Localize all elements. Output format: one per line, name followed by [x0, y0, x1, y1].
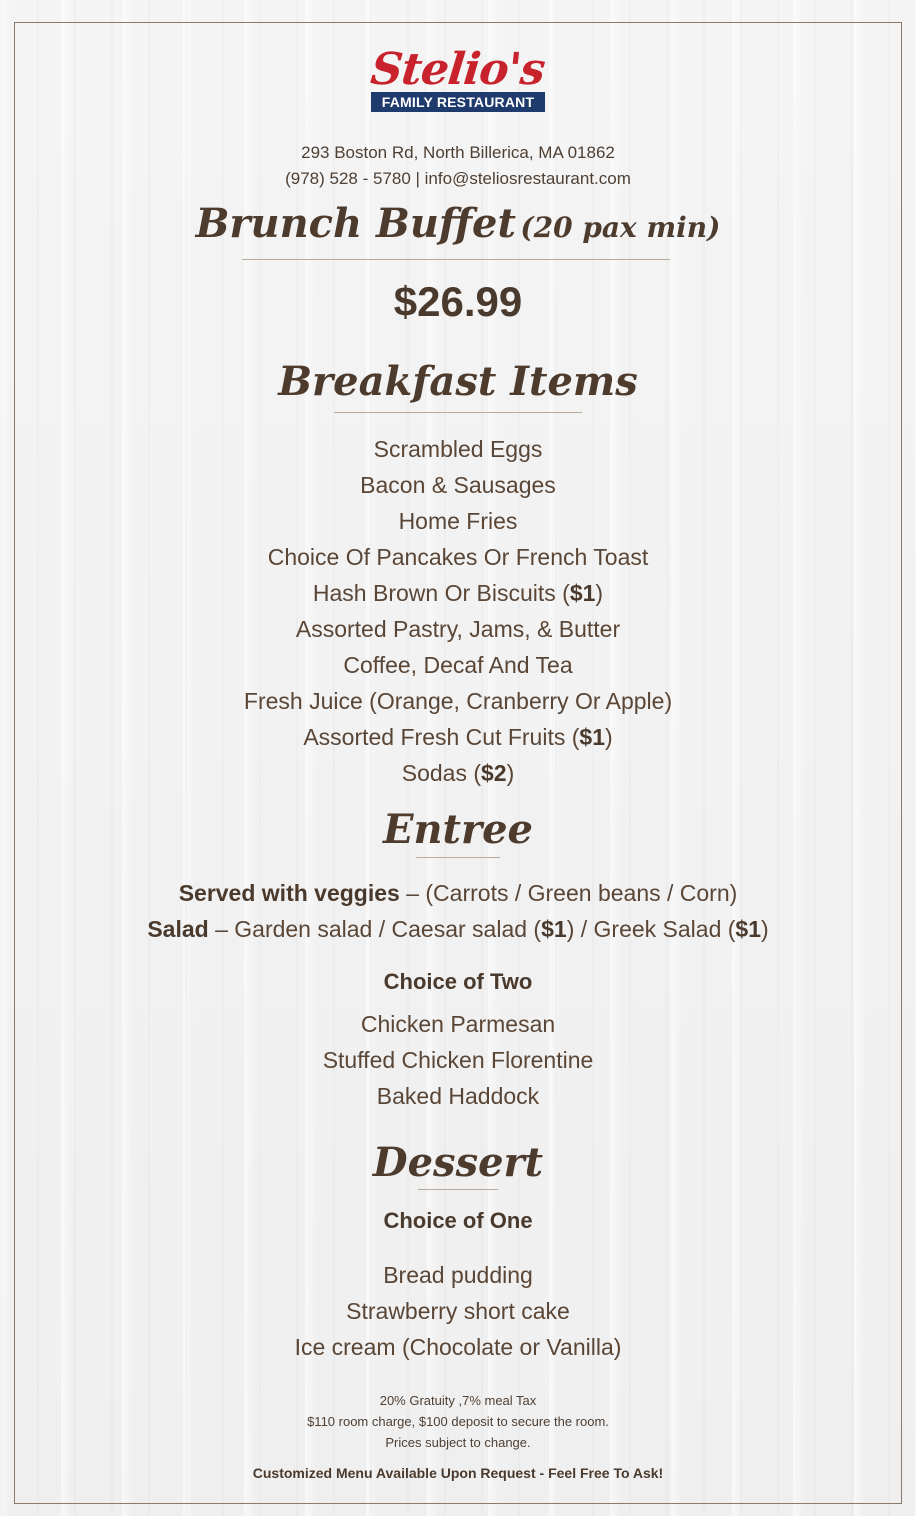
item-price: $1: [569, 580, 596, 606]
item-text: Sodas (: [401, 760, 481, 786]
footer-room-charge: $110 room charge, $100 deposit to secure the room.: [307, 1414, 609, 1429]
menu-title-script: Brunch Buffet: [195, 200, 516, 247]
logo-script-text: Stelio's: [368, 44, 548, 95]
salad-text-b: ) / Greek Salad (: [566, 916, 736, 942]
salad-price-b: $1: [735, 916, 762, 942]
restaurant-address: 293 Boston Rd, North Billerica, MA 01862: [301, 143, 615, 162]
list-item: Bread pudding: [383, 1262, 533, 1288]
paren-close: ): [761, 916, 769, 942]
dessert-divider: [418, 1189, 498, 1190]
list-item: Chicken Parmesan: [360, 1011, 556, 1037]
list-item: [0, 719, 916, 755]
footer-custom-menu: Customized Menu Available Upon Request - Feel Free To Ask!: [252, 1465, 664, 1481]
list-item: Stuffed Chicken Florentine: [322, 1047, 594, 1073]
entree-divider: [416, 857, 500, 858]
salad-price-a: $1: [541, 916, 567, 942]
list-item: Baked Haddock: [376, 1083, 540, 1109]
salad-label: Salad: [147, 916, 209, 942]
item-text: Hash Brown Or Biscuits (: [312, 580, 570, 606]
paren-close: ): [605, 724, 613, 750]
title-divider: [242, 259, 670, 260]
restaurant-phone-email: (978) 528 - 5780 | info@steliosrestaurant.com: [285, 169, 631, 188]
list-item: Home Fries: [398, 508, 518, 534]
dessert-choice-label: Choice of One: [383, 1208, 533, 1233]
list-item: [0, 575, 916, 611]
breakfast-divider: [334, 412, 582, 413]
list-item: Fresh Juice (Orange, Cranberry Or Apple): [243, 688, 673, 714]
menu-title-note: (20 pax min): [520, 211, 721, 244]
paren-close: ): [595, 580, 604, 606]
entree-list: [0, 1006, 916, 1114]
breakfast-section-title: Breakfast Items: [278, 358, 638, 405]
breakfast-list: [0, 431, 916, 791]
list-item: Choice Of Pancakes Or French Toast: [267, 544, 649, 570]
item-price: $2: [481, 760, 507, 786]
footer-gratuity: 20% Gratuity ,7% meal Tax: [379, 1393, 537, 1408]
item-text: Assorted Fresh Cut Fruits (: [303, 724, 580, 750]
dessert-section-title: Dessert: [372, 1139, 544, 1186]
veggies-text: – (Carrots / Green beans / Corn): [399, 880, 738, 906]
entree-section-title: Entree: [382, 806, 534, 853]
footer-price-note: Prices subject to change.: [385, 1435, 531, 1450]
restaurant-logo: [0, 44, 916, 112]
entree-choice-label: Choice of Two: [383, 969, 533, 994]
entree-veggies-line: [0, 875, 916, 911]
veggies-label: Served with veggies: [178, 880, 400, 906]
list-item: Scrambled Eggs: [373, 436, 543, 462]
logo-band-text: FAMILY RESTAURANT: [371, 92, 545, 112]
list-item: Strawberry short cake: [346, 1298, 570, 1324]
list-item: Assorted Pastry, Jams, & Butter: [295, 616, 621, 642]
entree-salad-line: [0, 911, 916, 947]
item-price: $1: [579, 724, 605, 750]
list-item: Coffee, Decaf And Tea: [343, 652, 573, 678]
menu-title: [0, 200, 916, 247]
list-item: [0, 755, 916, 791]
list-item: Bacon & Sausages: [360, 472, 556, 498]
paren-close: ): [506, 760, 515, 786]
buffet-price: $26.99: [393, 278, 523, 325]
dessert-list: [0, 1257, 916, 1365]
salad-text-a: – Garden salad / Caesar salad (: [208, 916, 542, 942]
list-item: Ice cream (Chocolate or Vanilla): [294, 1334, 622, 1360]
